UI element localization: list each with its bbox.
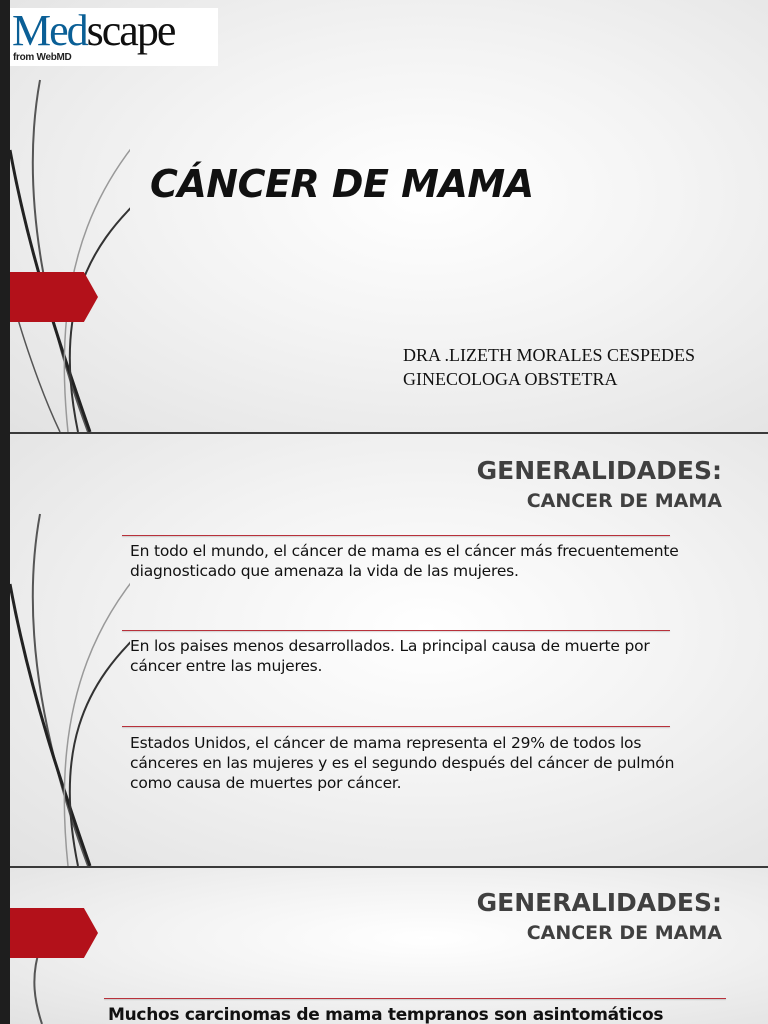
slide-title [10,0,768,432]
section-subheading: CANCER DE MAMA [526,490,722,512]
section-heading: GENERALIDADES: [476,888,722,917]
section-subheading: CANCER DE MAMA [526,922,722,944]
author-role: GINECOLOGA OBSTETRA [403,369,618,389]
author-name: DRA .LIZETH MORALES CESPEDES [403,345,696,365]
decorative-swoosh [10,434,130,866]
paragraph-2: En los paises menos desarrollados. La principal causa de muerte por cáncer entre las mujeres. [130,637,650,675]
slide-title-text: CÁNCER DE MAMA [150,162,534,206]
paragraph-1: En todo el mundo, el cáncer de mama es el cáncer más frecuentemente diagnosticado que amenaza la vida de las mujeres. [130,542,679,580]
section-heading: GENERALIDADES: [476,456,722,485]
author-block [403,343,695,391]
divider-rule [122,630,670,631]
divider-rule [104,998,726,999]
divider-rule [122,726,670,727]
medscape-logo: Medscape from WebMD [10,8,218,66]
divider-rule [122,535,670,536]
slide-generalidades-2 [10,868,768,1024]
paragraph-start: Muchos carcinomas de mama tempranos son asintomáticos [108,1005,664,1024]
red-accent-tab [10,272,98,322]
slide-generalidades [10,434,768,866]
page-gutter [0,0,10,1024]
red-accent-tab [10,908,98,958]
paragraph-3: Estados Unidos, el cáncer de mama representa el 29% de todos los cánceres en las mujeres y es el segundo después del cáncer de pulmón como causa de muertes por cáncer. [130,734,675,792]
